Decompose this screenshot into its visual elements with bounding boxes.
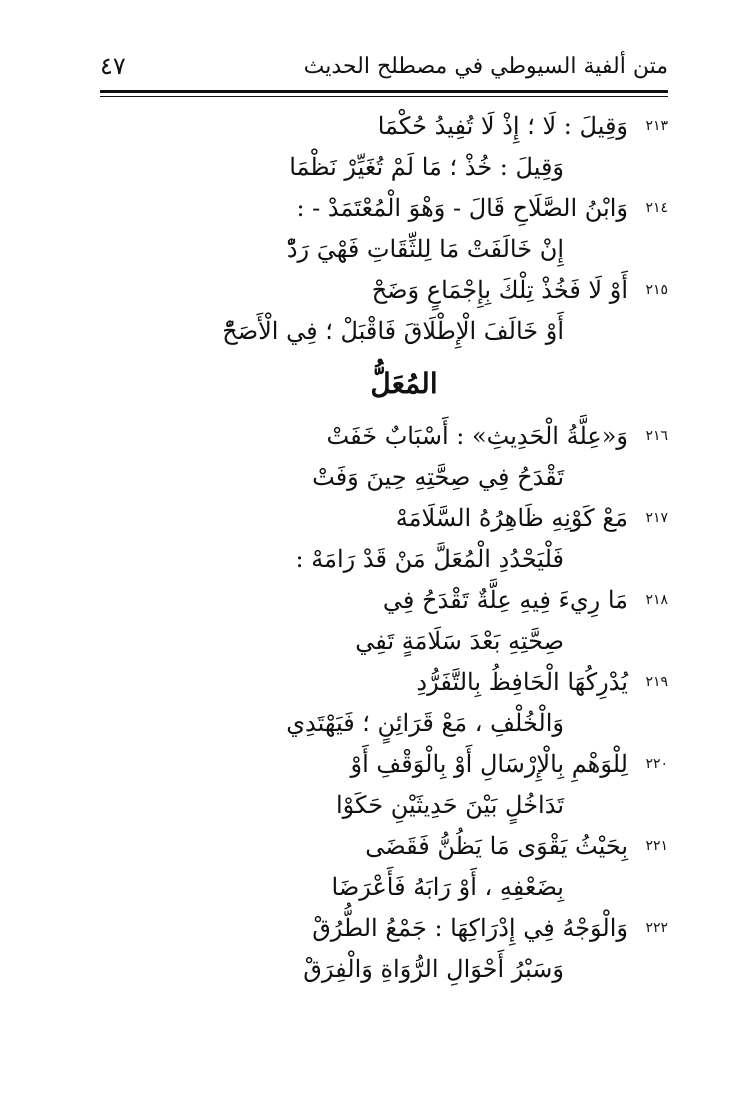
first-hemistich: مَا رِيءَ فِيهِ عِلَّةٌ تَقْدَحُ فِي xyxy=(382,586,628,614)
first-hemistich: مَعْ كَوْنِهِ ظَاهِرُهُ السَّلَامَهْ xyxy=(395,504,628,532)
second-hemistich: صِحَّتِهِ بَعْدَ سَلَامَةٍ تَفِي xyxy=(355,627,564,655)
second-hemistich: وَالْخُلْفِ ، مَعْ قَرَائِنٍ ؛ فَيَهْتَدِي xyxy=(286,709,564,737)
first-hemistich: أَوْ لَا فَخُذْ تِلْكَ بِإِجْمَاعٍ وَضَحْ xyxy=(371,276,628,304)
running-title: متن ألفية السيوطي في مصطلح الحديث xyxy=(303,54,668,79)
verse-number: ٢١٨ xyxy=(645,592,668,608)
verse-213-second-line xyxy=(140,147,668,188)
header-rule-thin xyxy=(100,96,668,97)
first-hemistich: بِحَيْثُ يَقْوَى مَا يَظُنُّ فَقَضَى xyxy=(365,832,628,860)
verse-214-second-line xyxy=(140,229,668,270)
second-hemistich: بِضَعْفِهِ ، أَوْ رَابَهُ فَأَعْرَضَا xyxy=(331,873,564,901)
verse-221-second-line xyxy=(140,867,668,908)
verse-number: ٢٢٠ xyxy=(645,756,668,772)
second-hemistich: أَوْ خَالَفَ الْإِطْلَاقَ فَاقْبَلْ ؛ فِي الْأَصَحّْ xyxy=(222,317,564,345)
verse-number: ٢٢٢ xyxy=(645,920,668,936)
verse-number: ٢١٥ xyxy=(645,282,668,298)
verse-213-first-line xyxy=(140,106,668,147)
verse-220-second-line xyxy=(140,785,668,826)
first-hemistich: وَابْنُ الصَّلَاحِ قَالَ - وَهْوَ الْمُعْتَمَدْ - : xyxy=(296,194,628,222)
verse-217-second-line xyxy=(140,539,668,580)
verse-222-first-line xyxy=(140,908,668,949)
verse-number: ٢١٤ xyxy=(645,200,668,216)
verse-221-first-line xyxy=(140,826,668,867)
verse-214-first-line xyxy=(140,188,668,229)
verse-217-first-line xyxy=(140,498,668,539)
verse-222-second-line xyxy=(140,949,668,990)
section-heading: المُعَلُّ xyxy=(370,367,438,400)
header-rule-thick xyxy=(100,90,668,93)
verse-215-first-line xyxy=(140,270,668,311)
verse-number: ٢١٧ xyxy=(645,510,668,526)
verse-number: ٢١٩ xyxy=(645,674,668,690)
second-hemistich: وَقِيلَ : خُذْ ؛ مَا لَمْ تُغَيِّرْ نَظْمَا xyxy=(289,153,564,181)
second-hemistich: تَدَاخُلٍ بَيْنَ حَدِيثَيْنِ حَكَوْا xyxy=(335,791,564,819)
second-hemistich: تَقْدَحُ فِي صِحَّتِهِ حِينَ وَفَتْ xyxy=(312,463,564,491)
second-hemistich: إِنْ خَالَفَتْ مَا لِلثِّقَاتِ فَهْيَ رَدّْ xyxy=(286,235,564,263)
verse-number: ٢١٦ xyxy=(645,428,668,444)
verse-219-first-line xyxy=(140,662,668,703)
verse-number: ٢٢١ xyxy=(645,838,668,854)
page-header xyxy=(100,44,668,88)
first-hemistich: وَقِيلَ : لَا ؛ إِذْ لَا تُفِيدُ حُكْمَا xyxy=(377,112,628,140)
second-hemistich: وَسَبْرُ أَحْوَالِ الرُّوَاةِ وَالْفِرَقْ xyxy=(303,955,564,983)
page-number: ٤٧ xyxy=(100,52,126,80)
verse-218-second-line xyxy=(140,621,668,662)
first-hemistich: وَ«عِلَّةُ الْحَدِيثِ» : أَسْبَابٌ خَفَتْ xyxy=(326,422,628,450)
first-hemistich: وَالْوَجْهُ فِي إِدْرَاكِهَا : جَمْعُ الطُّرُقْ xyxy=(312,914,628,942)
verse-216-first-line xyxy=(140,416,668,457)
first-hemistich: يُدْرِكُهَا الْحَافِظُ بِالتَّفَرُّدِ xyxy=(416,668,628,696)
verse-body xyxy=(140,106,668,990)
verse-219-second-line xyxy=(140,703,668,744)
verse-218-first-line xyxy=(140,580,668,621)
verse-number: ٢١٣ xyxy=(645,118,668,134)
verse-220-first-line xyxy=(140,744,668,785)
second-hemistich: فَلْيَحْدُدِ الْمُعَلَّ مَنْ قَدْ رَامَهْ : xyxy=(295,545,564,573)
verse-215-second-line xyxy=(140,311,668,352)
verse-216-second-line xyxy=(140,457,668,498)
first-hemistich: لِلْوَهْمِ بِالْإِرْسَالِ أَوْ بِالْوَقْفِ أَوْ xyxy=(350,750,628,778)
